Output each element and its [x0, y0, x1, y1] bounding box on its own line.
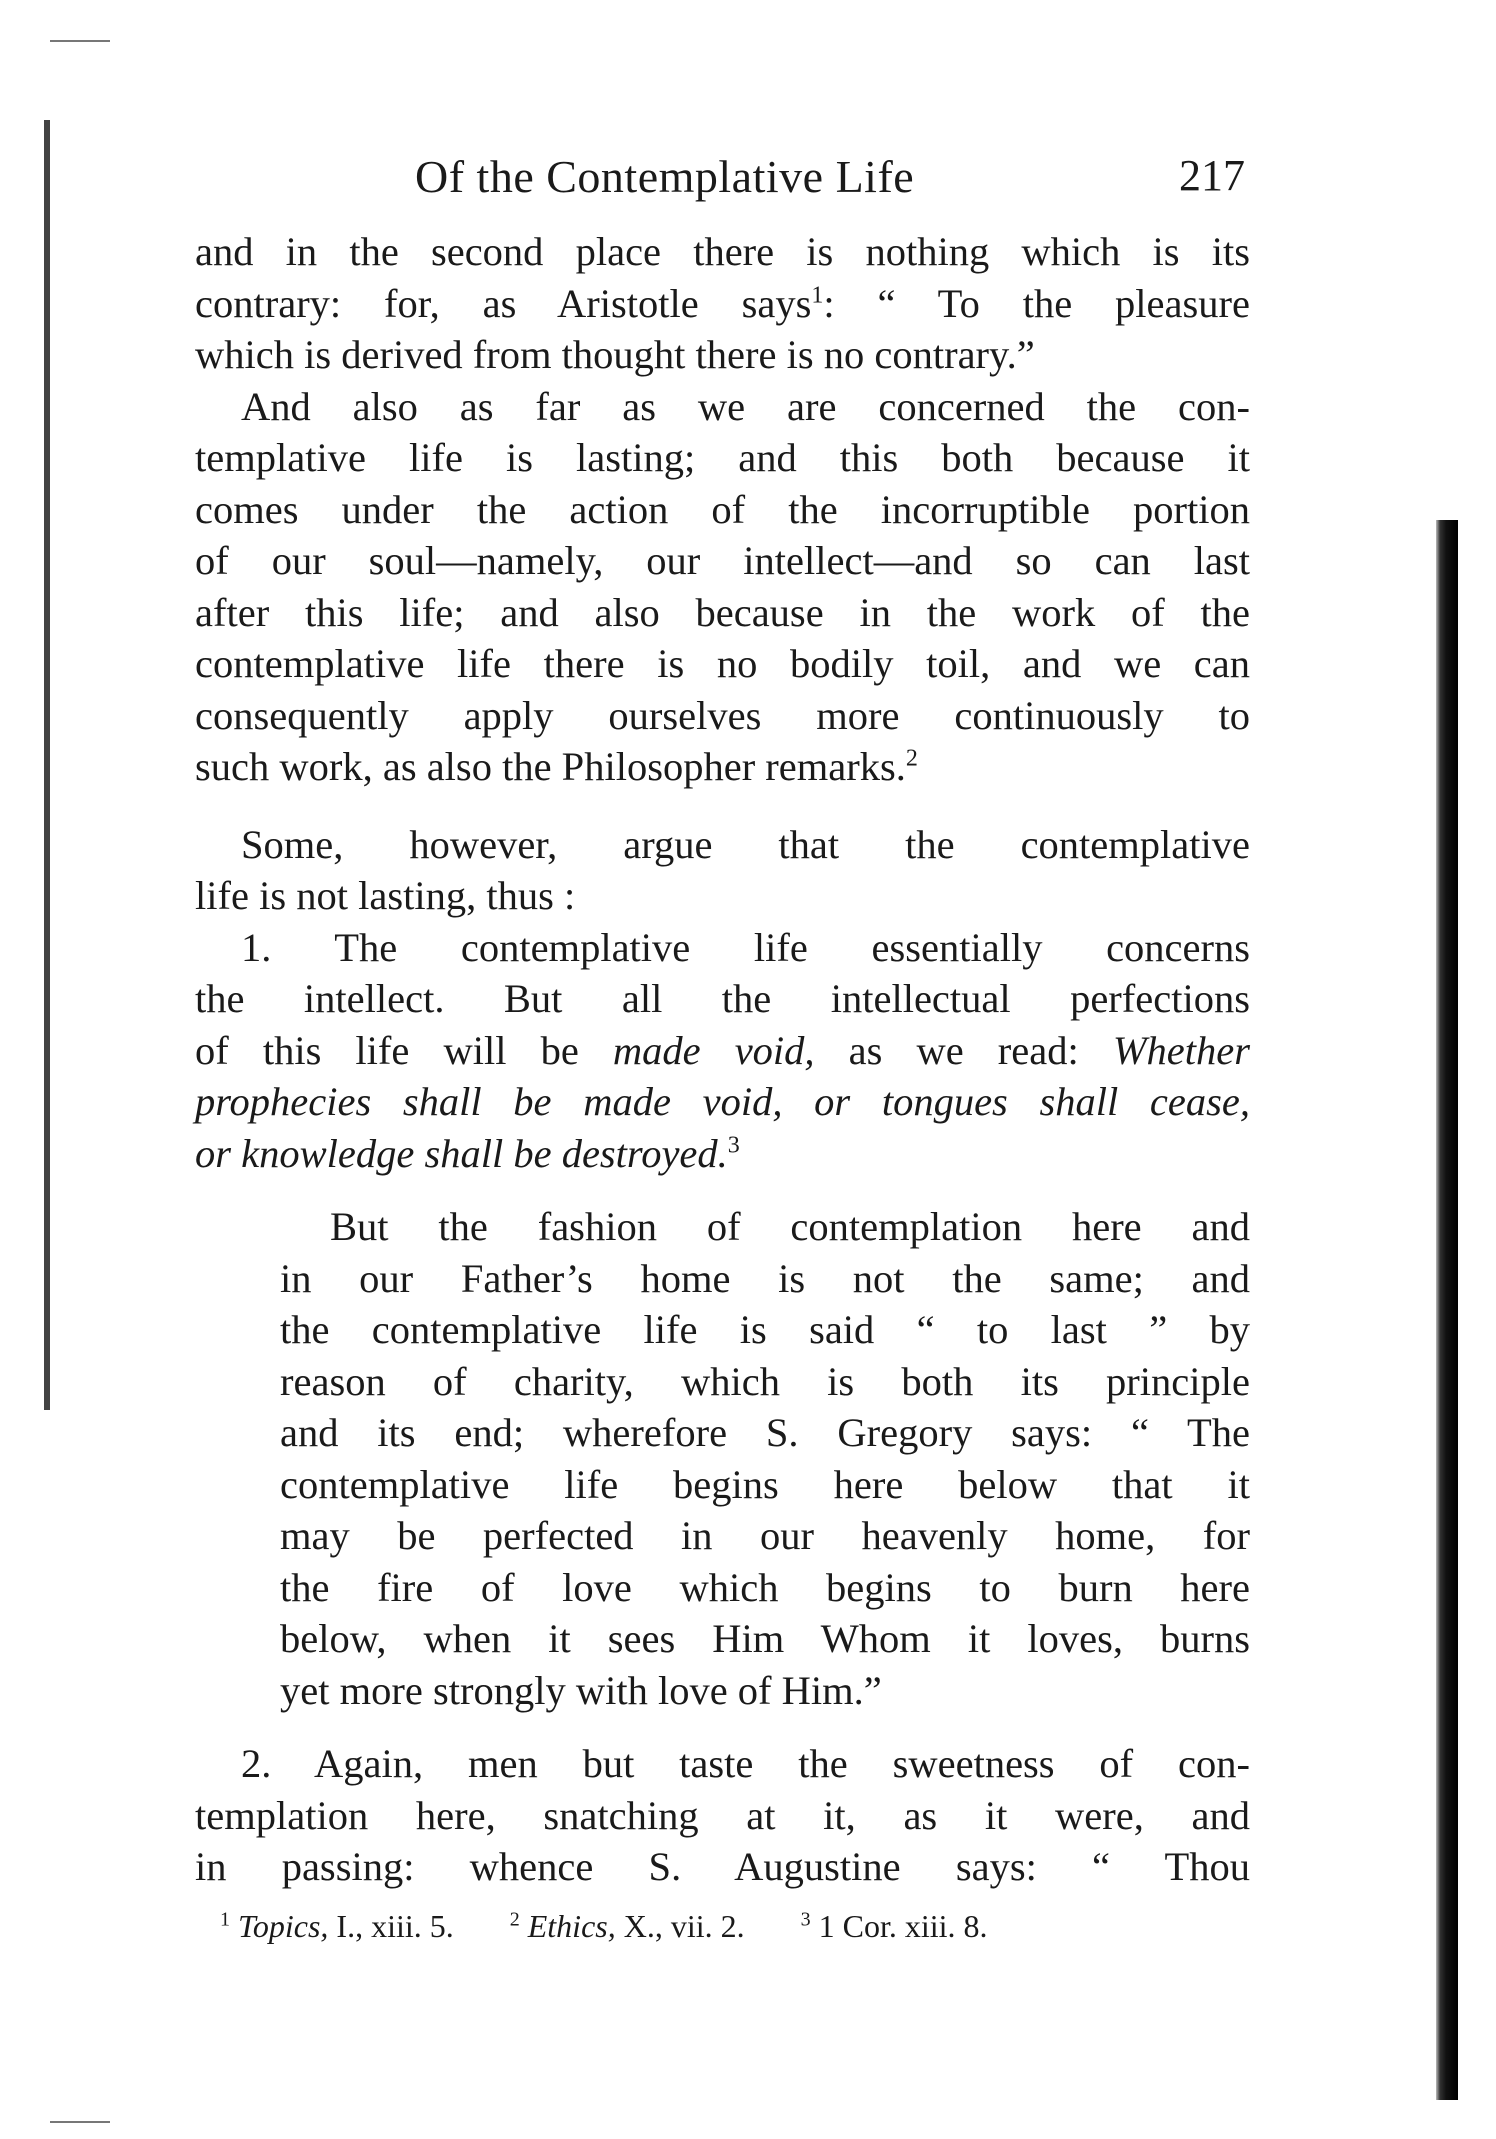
footnote-ref: 2	[905, 745, 918, 772]
footnote-2: $^2$ Ethics, X., vii. 2.	[509, 1908, 745, 1944]
text-line: But the fashion of contemplation here and	[330, 1204, 1250, 1249]
running-head: Of the Contemplative Life	[415, 151, 915, 202]
text-line: the fire of love which begins to burn here	[280, 1564, 1250, 1610]
text-line: prophecies shall be made void, or tongues shall cease,	[195, 1079, 1250, 1124]
text-line: such work, as also the Philosopher remarks.$^2$	[195, 744, 918, 789]
objection-2	[195, 1738, 1250, 1893]
text-line: and in the second place there is nothing which is its	[195, 229, 1250, 274]
text-line: Some, however, argue that the contemplative	[241, 821, 1250, 867]
text-line: And also as far as we are concerned the con-	[241, 383, 1250, 429]
text-line: contemplative life there is no bodily toil, and we can	[195, 641, 1250, 686]
page-header	[195, 150, 1255, 210]
text-line: after this life; and also because in the work of the	[195, 589, 1250, 635]
paragraph-3	[195, 819, 1250, 922]
text-line: in passing: whence S. Augustine says: “ Thou	[195, 1844, 1250, 1889]
text-line: in our Father’s home is not the same; and	[280, 1255, 1250, 1301]
scan-edge-right	[1436, 520, 1458, 2100]
body-text	[195, 226, 1250, 1893]
footnotes	[220, 1908, 1036, 1945]
footnote-ref: 1	[811, 282, 824, 308]
text-line: may be perfected in our heavenly home, for	[280, 1513, 1250, 1558]
text-line: the contemplative life is said “ to last ” by	[280, 1307, 1250, 1352]
scan-mark	[50, 40, 110, 42]
footnote-ref: 3	[727, 1132, 740, 1158]
text-line: life is not lasting, thus :	[195, 873, 576, 918]
objection-1	[195, 922, 1250, 1180]
text-line: contrary: for, as Aristotle says$^1$: “ To the pleasure	[195, 280, 1250, 326]
text-line: and its end; wherefore S. Gregory says: “ The	[280, 1410, 1250, 1455]
text-line: consequently apply ourselves more continuously to	[195, 692, 1250, 738]
text-line: comes under the action of the incorruptible portion	[195, 486, 1250, 532]
text-line: 1. The contemplative life essentially concerns	[241, 924, 1250, 970]
text-line: contemplative life begins here below that it	[280, 1461, 1250, 1507]
text-line: reason of charity, which is both its principle	[280, 1358, 1250, 1404]
footnote-3: $^3$ 1 Cor. xiii. 8.	[800, 1908, 988, 1944]
text-line: below, when it sees Him Whom it loves, burns	[280, 1616, 1250, 1661]
paragraph-2	[195, 381, 1250, 793]
scan-mark	[50, 2121, 110, 2123]
text-line: which is derived from thought there is no contrary.”	[195, 332, 1035, 377]
footnote-1: $^1$ Topics, I., xiii. 5.	[220, 1908, 454, 1944]
paragraph-1	[195, 226, 1250, 381]
text-line: of our soul—namely, our intellect—and so can last	[195, 538, 1250, 583]
page-number: 217	[1179, 151, 1245, 200]
text-line: of this life will be made void, as we read: Whether	[195, 1027, 1251, 1073]
text-line: templation here, snatching at it, as it were, and	[195, 1792, 1250, 1838]
text-line: the intellect. But all the intellectual perfections	[195, 976, 1250, 1021]
paragraph-gap	[195, 793, 1250, 819]
text-line: yet more strongly with love of Him.”	[280, 1667, 882, 1713]
scan-edge-left	[44, 120, 50, 1410]
text-line: or knowledge shall be destroyed.$^3$	[195, 1130, 740, 1176]
reply-1	[280, 1201, 1250, 1716]
text-line: 2. Again, men but taste the sweetness of con-	[241, 1741, 1250, 1786]
text-line: templative life is lasting; and this both because it	[195, 435, 1250, 480]
